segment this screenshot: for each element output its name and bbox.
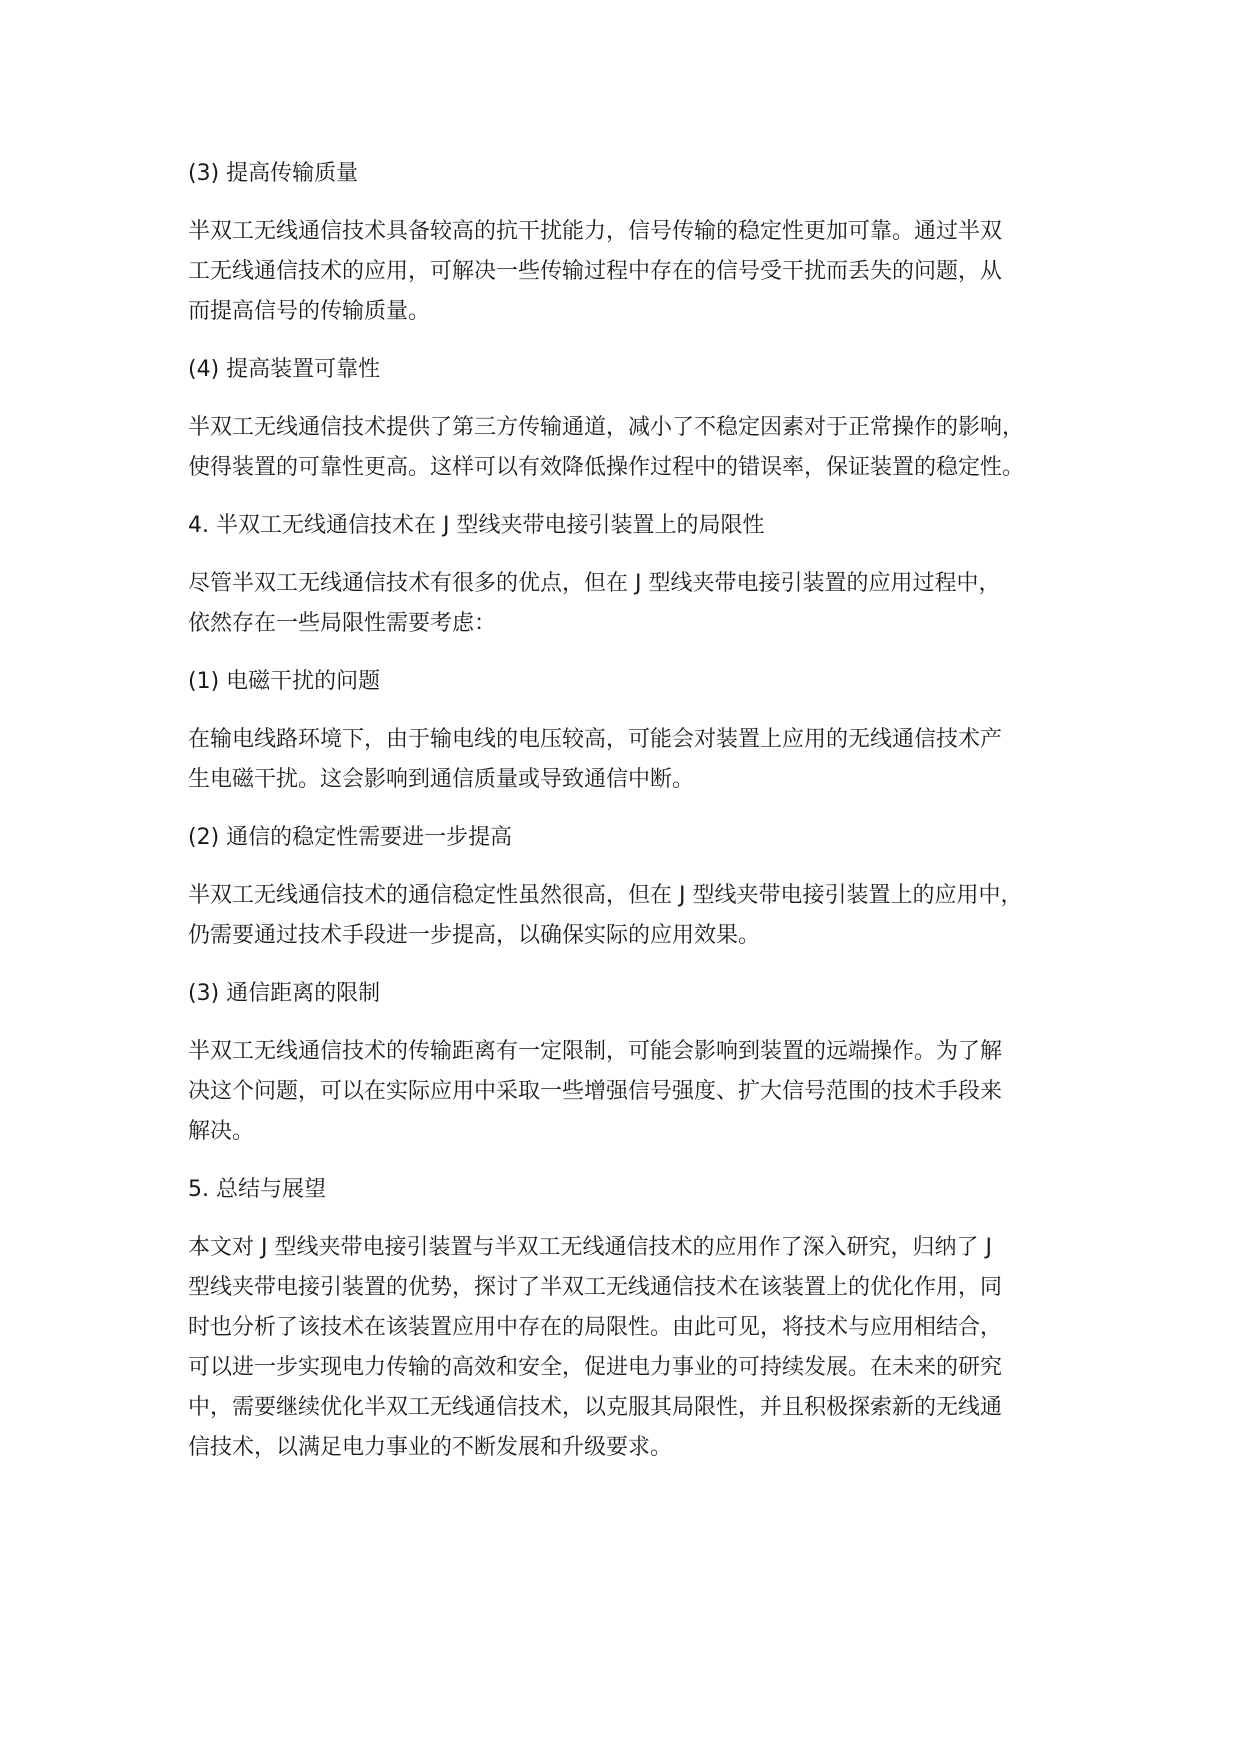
paragraph-line: 而提高信号的传输质量。 xyxy=(188,299,431,324)
paragraph-line: 尽管半双工无线通信技术有很多的优点，但在 J 型线夹带电接引装置的应用过程中， xyxy=(188,571,1001,596)
paragraph-line: 型线夹带电接引装置的优势，探讨了半双工无线通信技术在该装置上的优化作用，同 xyxy=(188,1275,1003,1300)
section-heading-improve-transmission-quality: (3) 提高传输质量 xyxy=(188,161,359,186)
paragraph-line: 半双工无线通信技术的通信稳定性虽然很高，但在 J 型线夹带电接引装置上的应用中， xyxy=(188,883,1023,908)
section-paragraph-improve-reliability xyxy=(188,408,1088,488)
section-paragraph-stability xyxy=(188,876,1088,956)
section-paragraph-distance-limit xyxy=(188,1032,1088,1152)
paragraph-line: 在输电线路环境下，由于输电线的电压较高，可能会对装置上应用的无线通信技术产 xyxy=(188,727,1003,752)
section-paragraph-improve-transmission-quality xyxy=(188,212,1088,332)
section-heading-limitations: 4. 半双工无线通信技术在 J 型线夹带电接引装置上的局限性 xyxy=(188,513,765,538)
paragraph-line: 信技术，以满足电力事业的不断发展和升级要求。 xyxy=(188,1435,673,1460)
section-paragraph-electromagnetic-interference xyxy=(188,720,1088,800)
section-heading-stability: (2) 通信的稳定性需要进一步提高 xyxy=(188,825,513,850)
paragraph-line: 使得装置的可靠性更高。这样可以有效降低操作过程中的错误率，保证装置的稳定性。 xyxy=(188,455,1025,480)
paragraph-line: 依然存在一些局限性需要考虑： xyxy=(188,611,497,636)
section-heading-conclusion: 5. 总结与展望 xyxy=(188,1177,326,1202)
paragraph-line: 仍需要通过技术手段进一步提高，以确保实际的应用效果。 xyxy=(188,923,761,948)
section-paragraph-conclusion xyxy=(188,1228,1088,1468)
document-body xyxy=(188,154,1088,1486)
paragraph-line: 工无线通信技术的应用，可解决一些传输过程中存在的信号受干扰而丢失的问题，从 xyxy=(188,259,1003,284)
section-heading-improve-reliability: (4) 提高装置可靠性 xyxy=(188,357,381,382)
paragraph-line: 生电磁干扰。这会影响到通信质量或导致通信中断。 xyxy=(188,767,695,792)
paragraph-line: 半双工无线通信技术的传输距离有一定限制，可能会影响到装置的远端操作。为了解 xyxy=(188,1039,1003,1064)
section-paragraph-limitations xyxy=(188,564,1088,644)
paragraph-line: 中，需要继续优化半双工无线通信技术，以克服其局限性，并且积极探索新的无线通 xyxy=(188,1395,1003,1420)
section-heading-distance-limit: (3) 通信距离的限制 xyxy=(188,981,381,1006)
paragraph-line: 可以进一步实现电力传输的高效和安全，促进电力事业的可持续发展。在未来的研究 xyxy=(188,1355,1003,1380)
paragraph-line: 半双工无线通信技术具备较高的抗干扰能力，信号传输的稳定性更加可靠。通过半双 xyxy=(188,219,1003,244)
paragraph-line: 时也分析了该技术在该装置应用中存在的局限性。由此可见，将技术与应用相结合， xyxy=(188,1315,1003,1340)
paragraph-line: 半双工无线通信技术提供了第三方传输通道，减小了不稳定因素对于正常操作的影响， xyxy=(188,415,1025,440)
paragraph-line: 决这个问题，可以在实际应用中采取一些增强信号强度、扩大信号范围的技术手段来 xyxy=(188,1079,1003,1104)
paragraph-line: 解决。 xyxy=(188,1119,255,1144)
section-heading-electromagnetic-interference: (1) 电磁干扰的问题 xyxy=(188,669,381,694)
paragraph-line: 本文对 J 型线夹带电接引装置与半双工无线通信技术的应用作了深入研究，归纳了 J xyxy=(188,1235,992,1260)
